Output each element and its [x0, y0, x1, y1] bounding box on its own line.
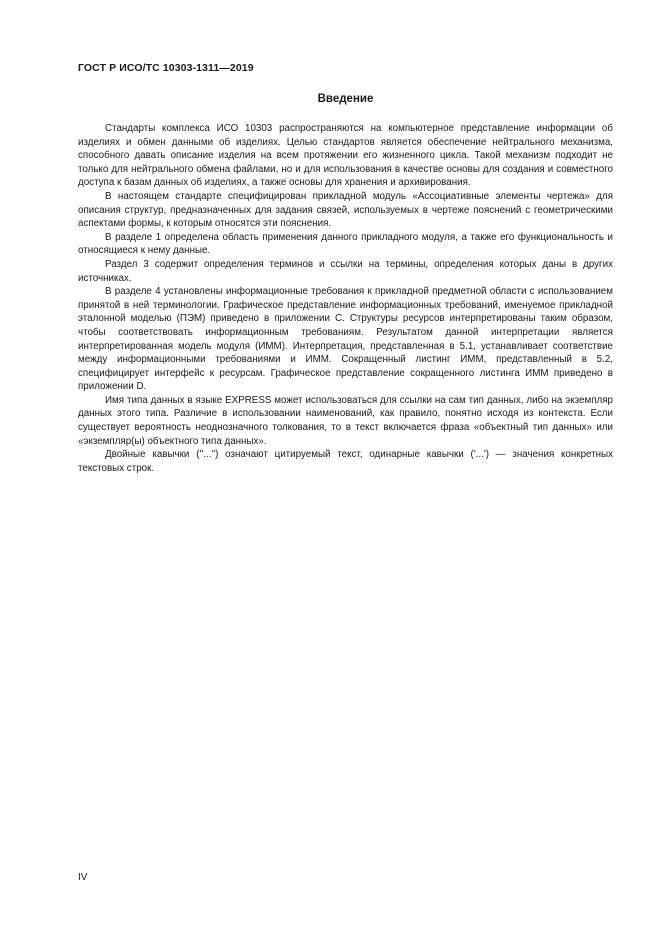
section-body [78, 122, 613, 475]
paragraph: Раздел 3 содержит определения терминов и ссылки на термины, определения которых даны в других источниках. [78, 258, 613, 284]
paragraph: В разделе 1 определена область применения данного прикладного модуля, а также его функциональность и относящиеся к нему данные. [78, 231, 613, 257]
paragraph: В разделе 4 установлены информационные требования к прикладной предметной области с использованием принятой в ней терминологии. Графическое представление информационных требований, именуемое прикладной эталонной моделью (ПЭМ) приведено в приложении С. Структуры ресурсов интерпретированы таким образом, чтобы соответствовать информационным требованиям. Результатом данной интерпретации является интерпретированная модель модуля (ИММ). Интерпретация, представленная в 5.1, устанавливает соответствие между информационными требованиями и ИММ. Сокращенный листинг ИММ, представленный в 5.2, специфицирует интерфейс к ресурсам. Графическое представление сокращенного листинга ИММ приведено в приложении D. [78, 286, 613, 393]
page-number: IV [78, 872, 88, 883]
document-header: ГОСТ Р ИСО/ТС 10303-1311—2019 [78, 62, 254, 74]
paragraph: Стандарты комплекса ИСО 10303 распространяются на компьютерное представление информации об изделиях и обмен данными об изделиях. Целью стандартов является обеспечение нейтрального механизма, способного давать описание изделия на всем протяжении его жизненного цикла. Такой механизм подходит не только для нейтрального обмена файлами, но и для использования в качестве основы для создания и совместного доступа к базам данных об изделиях, а также основы для хранения и архивирования. [78, 123, 613, 189]
section-title: Введение [317, 93, 374, 105]
paragraph: Имя типа данных в языке EXPRESS может использоваться для ссылки на сам тип данных, либо на экземпляр данных этого типа. Различие в использовании наименований, как правило, понятно исходя из контекста. Если существует вероятность неоднозначного толкования, то в текст включается фраза «объектный тип данных» или «экземпляр(ы) объектного типа данных». [78, 394, 613, 447]
paragraph: Двойные кавычки (''...'') означают цитируемый текст, одинарные кавычки ('...') — значения конкретных текстовых строк. [78, 449, 613, 474]
paragraph: В настоящем стандарте специфицирован прикладной модуль «Ассоциативные элементы чертежа» для описания структур, предназначенных для задания связей, используемых в чертеже пояснений с геометрическими аспектами формы, к которым относятся эти пояснения. [78, 190, 613, 230]
